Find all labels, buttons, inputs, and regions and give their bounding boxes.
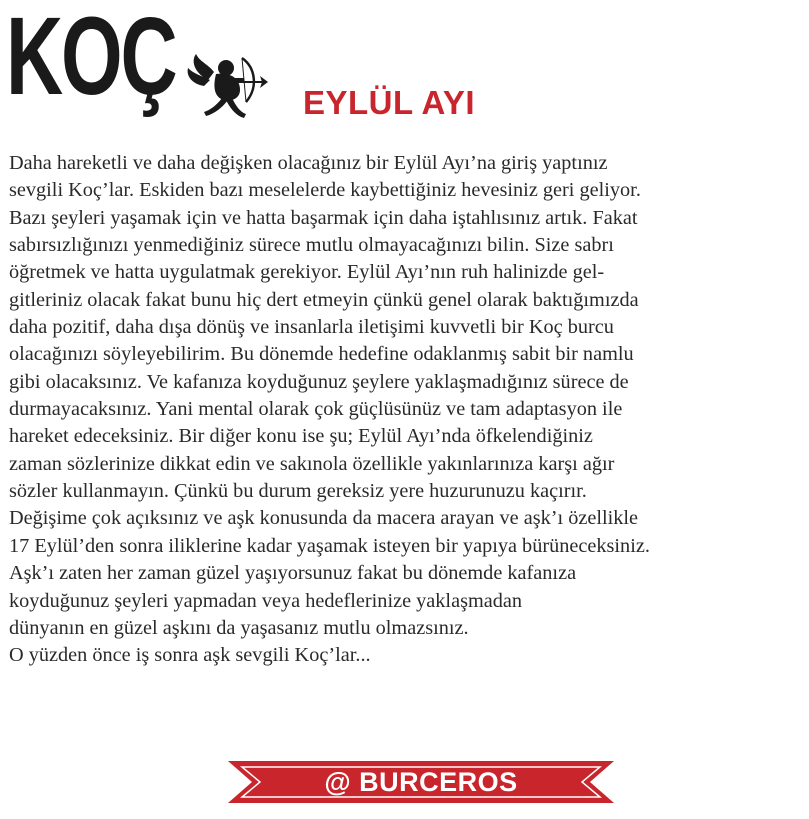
text-line: O yüzden önce iş sonra aşk sevgili Koç’lar... <box>9 644 371 667</box>
text-line: zaman sözlerinize dikkat edin ve sakınola özellikle yakınlarınıza karşı ağır <box>9 452 615 475</box>
text-line: gibi olacaksınız. Ve kafanıza koyduğunuz şeylere yaklaşmadığınız sürece de <box>9 370 629 393</box>
text-line: koyduğunuz şeyleri yapmadan veya hedeflerinize yaklaşmadan <box>9 589 523 612</box>
month-heading: EYLÜL AYI <box>303 84 475 121</box>
text-line: öğretmek ve hatta uygulatmak gerekiyor. Eylül Ayı’nın ruh halinizde gel- <box>9 261 605 284</box>
text-line: 17 Eylül’den sonra iliklerine kadar yaşamak isteyen bir yapıya bürüneceksiniz. <box>9 534 650 557</box>
text-line: durmayacaksınız. Yani mental olarak çok güçlüsünüz ve tam adaptasyon ile <box>9 398 623 421</box>
text-line: sabırsızlığınızı yenmediğiniz sürece mutlu olmayacağınızı bilin. Size sabrı <box>9 234 614 257</box>
cupid-icon <box>186 50 268 120</box>
text-line: sevgili Koç’lar. Eskiden bazı meselelerde kaybettiğiniz hevesiniz geri geliyor. <box>9 179 641 202</box>
horoscope-text <box>9 150 805 670</box>
text-line: Daha hareketli ve daha değişken olacağınız bir Eylül Ayı’na giriş yaptınız <box>9 152 608 174</box>
text-line: sözler kullanmayın. Çünkü bu durum gereksiz yere huzurunuzu kaçırır. <box>9 480 587 503</box>
text-line: gitleriniz olacak fakat bunu hiç dert etmeyin çünkü genel olarak baktığımızda <box>9 288 639 311</box>
text-line: hareket edeceksiniz. Bir diğer konu ise şu; Eylül Ayı’nda öfkelendiğiniz <box>9 425 593 448</box>
text-line: Aşk’ı zaten her zaman güzel yaşıyorsunuz fakat bu dönemde kafanıza <box>9 562 577 585</box>
text-line: Değişime çok açıksınız ve aşk konusunda da macera arayan ve aşk’ı özellikle <box>9 507 639 530</box>
footer-handle: @ BURCEROS <box>324 766 518 797</box>
text-line: Bazı şeyleri yaşamak için ve hatta başarmak için daha iştahlısınız artık. Fakat <box>9 206 638 229</box>
text-line: olacağınızı söyleyebilirim. Bu dönemde hedefine odaklanmış sabit bir namlu <box>9 343 634 366</box>
text-line: daha pozitif, daha dışa dönüş ve insanlarla iletişimi kuvvetli bir Koç burcu <box>9 316 614 339</box>
text-line: dünyanın en güzel aşkını da yaşasanız mutlu olmazsınız. <box>9 616 469 639</box>
sign-title: KOÇ <box>6 0 176 118</box>
